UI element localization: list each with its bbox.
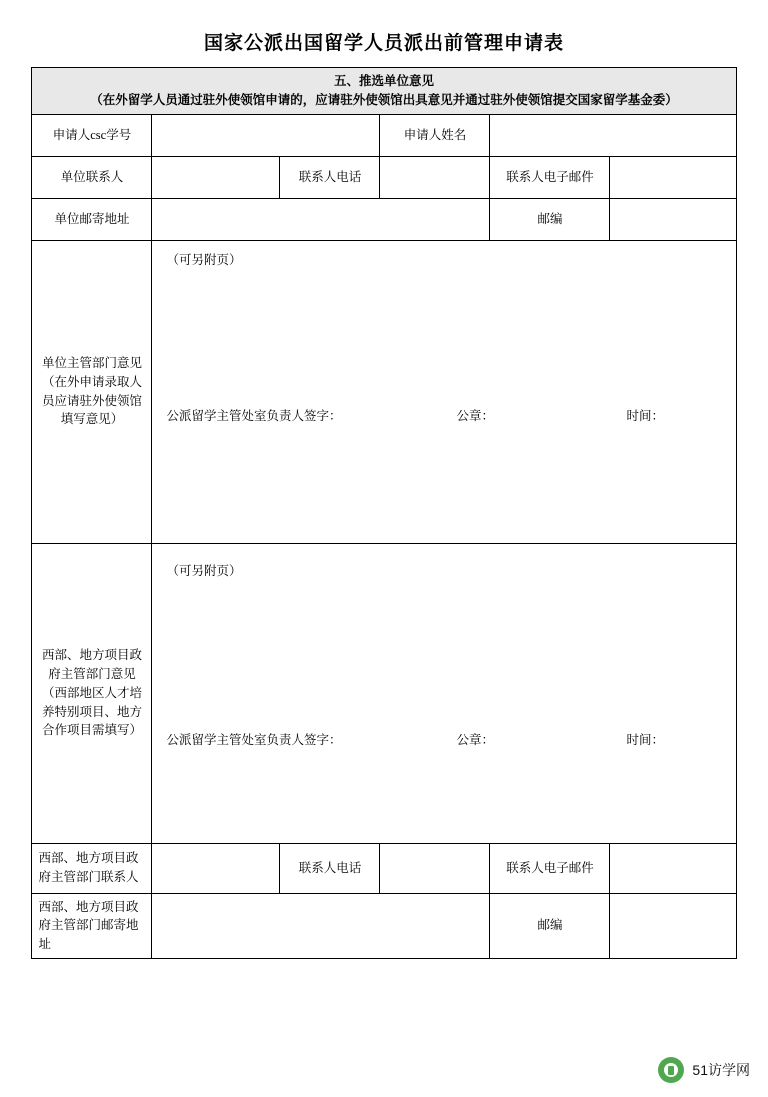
unit-opinion-writing-area[interactable] [158,269,729,407]
field-west-contact-phone[interactable] [380,843,490,893]
label-unit-opinion-signature: 公派留学主管处室负责人签字： [166,409,342,424]
west-opinion-signature-row [158,731,729,750]
unit-opinion-attach-note: （可另附页） [166,252,242,267]
section-header-cell [32,68,736,115]
table-row-west-contact [32,843,736,893]
application-form-table [31,67,736,959]
field-unit-mailing-address[interactable] [152,198,490,240]
label-unit-zip: 邮编 [490,198,610,240]
unit-opinion-inner [158,245,729,539]
table-row-address [32,198,736,240]
label-west-department-opinion: 西部、地方项目政府主管部门意见（西部地区人才培养特别项目、地方合作项目需填写） [32,543,152,843]
label-applicant-name: 申请人姓名 [380,114,490,156]
table-row-applicant [32,114,736,156]
field-west-zip[interactable] [610,893,736,958]
page-title: 国家公派出国留学人员派出前管理申请表 [203,33,564,54]
label-unit-opinion-seal: 公章： [456,409,494,424]
field-unit-contact-person[interactable] [152,156,280,198]
table-row-contact [32,156,736,198]
label-contact-email: 联系人电子邮件 [490,156,610,198]
label-west-contact-email: 联系人电子邮件 [490,843,610,893]
field-applicant-csc-id[interactable] [152,114,380,156]
field-applicant-name[interactable] [490,114,736,156]
section-header-line2: （在外留学人员通过驻外使领馆申请的，应请驻外使领馆出具意见并通过驻外使领馆提交国家留学基金委） [90,92,678,107]
field-contact-email[interactable] [610,156,736,198]
label-west-opinion-time: 时间： [626,732,664,747]
west-opinion-inner [158,556,729,830]
field-west-mailing-address[interactable] [152,893,490,958]
site-watermark [658,1057,750,1083]
label-unit-contact-person: 单位联系人 [32,156,152,198]
west-opinion-bottom-space [158,750,729,830]
table-row-section-header [32,68,736,115]
label-west-zip: 邮编 [490,893,610,958]
label-unit-opinion-time: 时间： [626,409,664,424]
table-row-unit-opinion [32,240,736,543]
west-opinion-writing-area[interactable] [158,581,729,731]
label-applicant-csc-id: 申请人csc学号 [32,114,152,156]
field-west-contact-email[interactable] [610,843,736,893]
label-west-opinion-seal: 公章： [456,732,494,747]
leaf-circle-icon [658,1057,684,1083]
label-unit-department-opinion: 单位主管部门意见（在外申请录取人员应请驻外使领馆填写意见） [32,240,152,543]
label-west-mailing-address: 西部、地方项目政府主管部门邮寄地址 [32,893,152,958]
unit-opinion-bottom-space [158,427,729,539]
label-west-opinion-signature: 公派留学主管处室负责人签字： [166,732,342,747]
label-unit-mailing-address: 单位邮寄地址 [32,198,152,240]
unit-opinion-signature-row [158,407,729,426]
field-unit-department-opinion[interactable] [152,240,736,543]
label-west-contact-phone: 联系人电话 [280,843,380,893]
table-row-west-opinion [32,543,736,843]
label-contact-phone: 联系人电话 [280,156,380,198]
table-row-west-address [32,893,736,958]
field-contact-phone[interactable] [380,156,490,198]
west-opinion-attach-note: （可另附页） [166,564,242,579]
label-west-contact-person: 西部、地方项目政府主管部门联系人 [32,843,152,893]
field-west-contact-person[interactable] [152,843,280,893]
field-unit-zip[interactable] [610,198,736,240]
field-west-department-opinion[interactable] [152,543,736,843]
section-header-line1: 五、推选单位意见 [333,74,434,88]
site-name-label: 51访学网 [692,1062,750,1078]
